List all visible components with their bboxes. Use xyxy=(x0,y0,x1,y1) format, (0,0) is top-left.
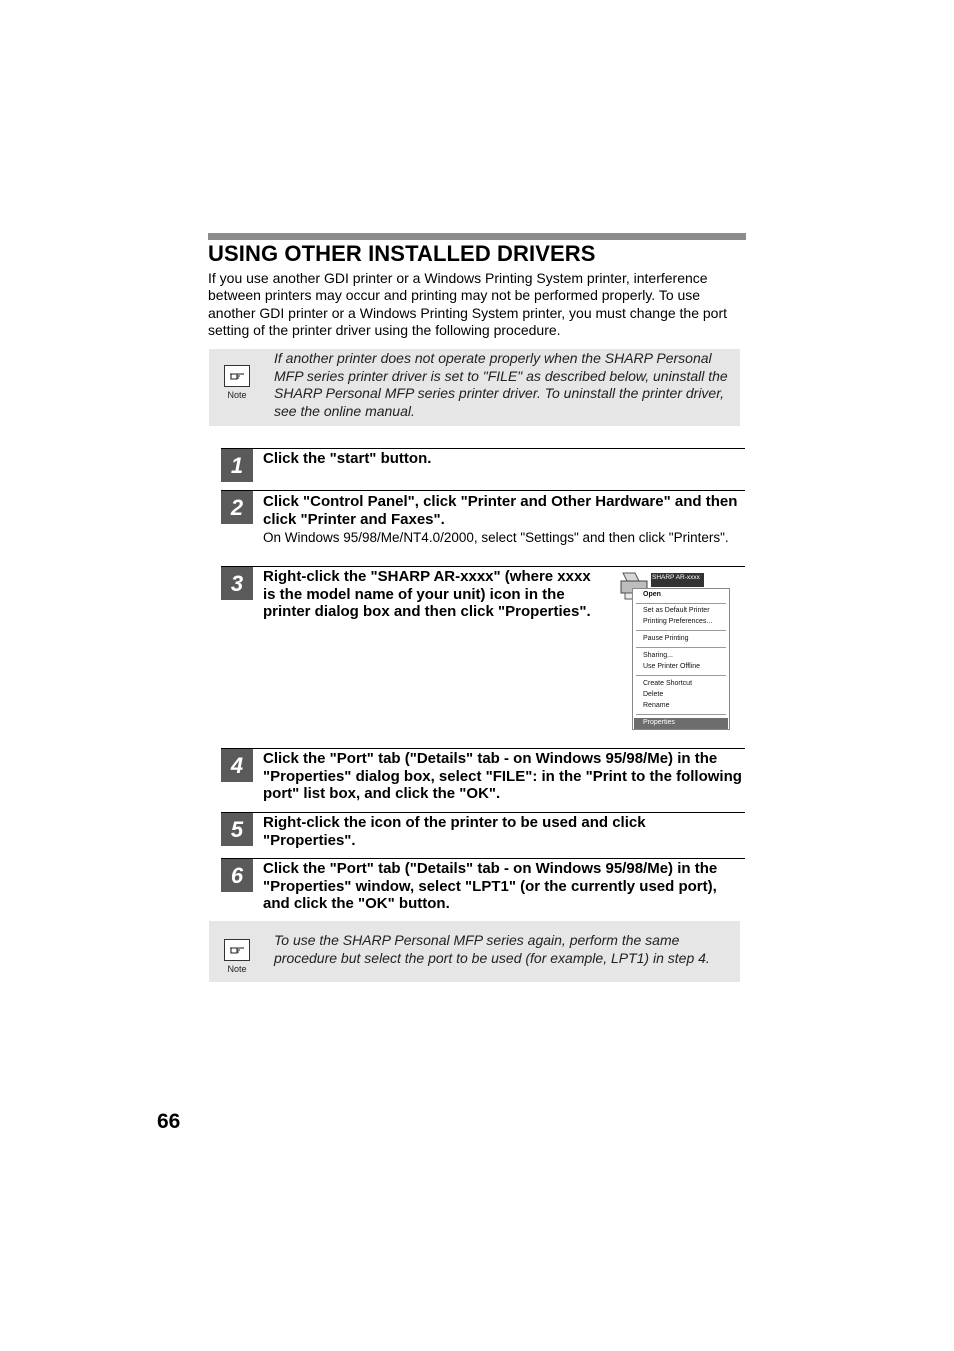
step-number: 5 xyxy=(221,813,253,846)
menu-separator xyxy=(636,714,726,715)
pointing-hand-icon xyxy=(224,939,250,961)
step-text: Click the "Port" tab ("Details" tab - on Windows 95/98/Me) in the "Properties" dialog box, select "FILE": in the "Print to the following port" list box, and click the "OK". xyxy=(263,750,742,803)
menu-separator xyxy=(636,647,726,648)
note-box xyxy=(209,349,740,426)
step-rule xyxy=(221,566,745,567)
context-menu-screenshot xyxy=(619,571,733,733)
menu-item-set-default[interactable]: Set as Default Printer xyxy=(643,607,710,614)
step-rule xyxy=(221,748,745,749)
menu-item-properties[interactable]: Properties xyxy=(643,719,675,726)
step-rule xyxy=(221,858,745,859)
step-number: 2 xyxy=(221,491,253,524)
section-title: USING OTHER INSTALLED DRIVERS xyxy=(208,241,596,266)
note-text: If another printer does not operate properly when the SHARP Personal MFP series printer driver is set to "FILE" as described below, uninstall the SHARP Personal MFP series printer driver. To uninstall the printer driver, see the online manual. xyxy=(274,350,728,419)
step-text: Right-click the icon of the printer to be used and click "Properties". xyxy=(263,814,646,849)
menu-item-create-shortcut[interactable]: Create Shortcut xyxy=(643,680,693,687)
menu-item-sharing[interactable]: Sharing... xyxy=(643,652,673,659)
note-text: To use the SHARP Personal MFP series again, perform the same procedure but select the port to be used (for example, LPT1) in step 4. xyxy=(274,932,710,966)
step-subtext: On Windows 95/98/Me/NT4.0/2000, select "Settings" and then click "Printers". xyxy=(263,530,729,545)
step-text: Click "Control Panel", click "Printer and Other Hardware" and then click "Printer and Faxes". xyxy=(263,493,738,528)
step-rule xyxy=(221,448,745,449)
note-label: Note xyxy=(227,390,247,400)
menu-item-delete[interactable]: Delete xyxy=(643,691,664,698)
step-text: Click the "Port" tab ("Details" tab - on Windows 95/98/Me) in the "Properties" window, select "LPT1" (or the currently used port), and click the "OK" button. xyxy=(263,860,718,913)
section-top-rule xyxy=(208,233,746,240)
note-box xyxy=(209,921,740,982)
menu-item-printing-preferences[interactable]: Printing Preferences... xyxy=(643,618,713,625)
printer-name-label: SHARP AR-xxxx xyxy=(651,573,704,587)
step-number: 1 xyxy=(221,449,253,482)
menu-item-pause-printing[interactable]: Pause Printing xyxy=(643,635,689,642)
menu-separator xyxy=(636,603,726,604)
menu-separator xyxy=(636,675,726,676)
intro-paragraph: If you use another GDI printer or a Windows Printing System printer, interference between printers may occur and printing may not be performed properly. To use another GDI printer or a Windows Printing System printer, you must change the port setting of the printer driver using the following procedure. xyxy=(208,270,728,339)
step-text: Right-click the "SHARP AR-xxxx" (where xxxx is the model name of your unit) icon in the printer dialog box and then click "Properties". xyxy=(263,568,591,621)
step-rule xyxy=(221,490,745,491)
step-text: Click the "start" button. xyxy=(263,450,432,467)
step-rule xyxy=(221,812,745,813)
menu-separator xyxy=(636,630,726,631)
note-icon-group xyxy=(222,365,252,400)
pointing-hand-icon xyxy=(224,365,250,387)
menu-item-rename[interactable]: Rename xyxy=(643,702,670,709)
note-label: Note xyxy=(227,964,247,974)
note-icon-group xyxy=(222,939,252,974)
step-number: 6 xyxy=(221,859,253,892)
step-number: 3 xyxy=(221,567,253,600)
step-number: 4 xyxy=(221,749,253,782)
context-menu xyxy=(632,588,730,730)
menu-item-open[interactable]: Open xyxy=(643,591,661,598)
page-number: 66 xyxy=(157,1110,181,1133)
menu-item-use-offline[interactable]: Use Printer Offline xyxy=(643,663,701,670)
